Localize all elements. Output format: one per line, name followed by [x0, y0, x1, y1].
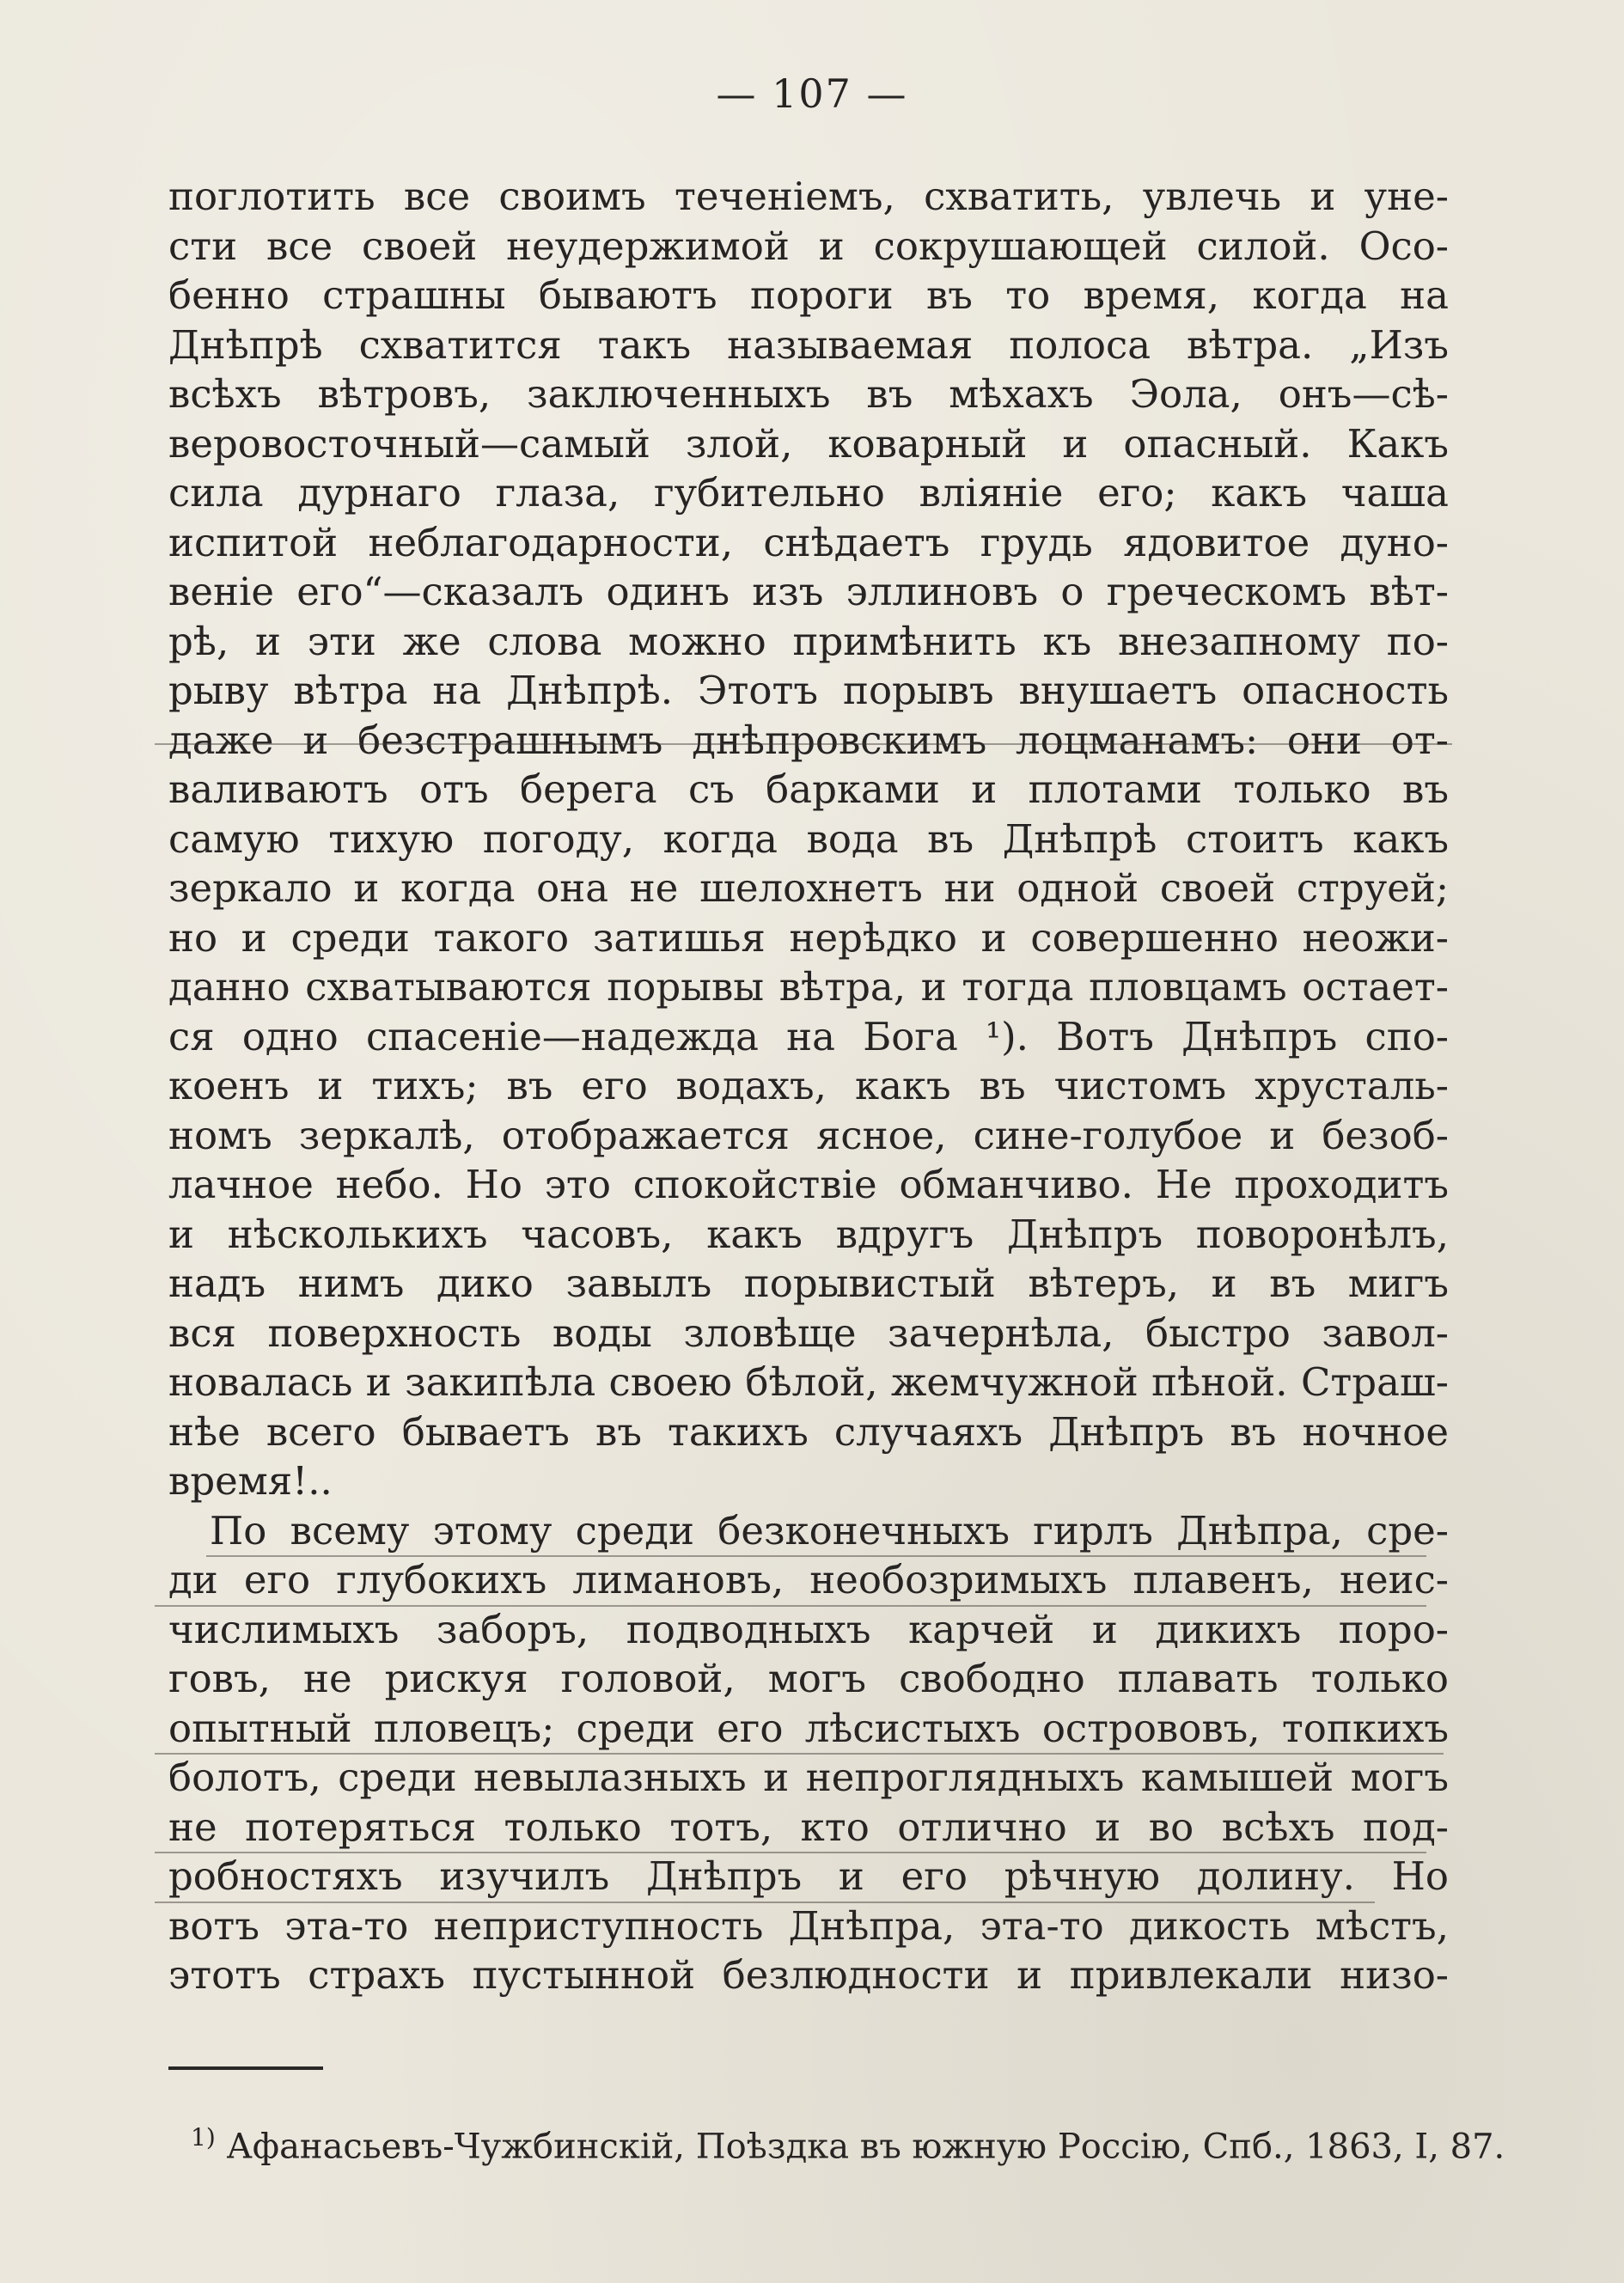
text-line: веніе его“—сказалъ одинъ изъ эллиновъ о греческомъ вѣт-: [168, 569, 1449, 614]
text-line: опытный пловецъ; среди его лѣсистыхъ острововъ, топкихъ: [168, 1705, 1449, 1751]
text-line: этотъ страхъ пустынной безлюдности и привлекали низо-: [168, 1952, 1449, 1998]
pencil-underline: [206, 1555, 1426, 1557]
text-line: ся одно спасеніе—надежда на Бога ¹). Вотъ Днѣпръ спо-: [168, 1013, 1449, 1059]
text-line: болотъ, среди невылазныхъ и непроглядныхъ камышей могъ: [168, 1755, 1449, 1800]
text-line: вотъ эта-то неприступность Днѣпра, эта-то дикость мѣстъ,: [168, 1902, 1449, 1949]
text-line: рыву вѣтра на Днѣпрѣ. Этотъ порывъ внушаетъ опасность: [168, 668, 1449, 713]
text-line: испитой неблагодарности, снѣдаетъ грудь ядовитое дуно-: [168, 519, 1449, 565]
text-line: говъ, не рискуя головой, могъ свободно плавать только: [168, 1656, 1449, 1701]
footnote-marker: 1): [191, 2123, 216, 2152]
footnote: [191, 2115, 1505, 2169]
footnote-text: Афанасьевъ-Чужбинскій, Поѣздка въ южную Россію, Спб., 1863, I, 87.: [226, 2127, 1505, 2167]
text-line: надъ нимъ дико завылъ порывистый вѣтеръ, и въ мигъ: [168, 1261, 1449, 1306]
pencil-underline: [155, 1753, 1444, 1755]
footnote-rule: [168, 2066, 323, 2070]
text-line: самую тихую погоду, когда вода въ Днѣпрѣ стоитъ какъ: [168, 815, 1449, 862]
body-text: [168, 172, 1449, 2000]
text-line: новалась и закипѣла своею бѣлой, жемчужной пѣной. Страш-: [168, 1359, 1449, 1405]
text-line: коенъ и тихъ; въ его водахъ, какъ въ чистомъ хрусталь-: [168, 1063, 1449, 1108]
page-number: — 107 —: [716, 70, 908, 117]
text-line: зеркало и когда она не шелохнетъ ни одной своей струей;: [168, 865, 1449, 911]
text-line: но и среди такого затишья нерѣдко и совершенно неожи-: [168, 914, 1449, 961]
text-line: По всему этому среди безконечныхъ гирлъ Днѣпра, сре-: [210, 1507, 1449, 1554]
text-line: числимыхъ заборъ, подводныхъ карчей и дикихъ поро-: [168, 1606, 1449, 1652]
text-line: не потеряться только тотъ, кто отлично и во всѣхъ под-: [168, 1804, 1449, 1850]
text-line: сила дурнаго глаза, губительно вліяніе его; какъ чаша: [168, 470, 1449, 516]
text-line: бенно страшны бываютъ пороги въ то время, когда на: [168, 272, 1449, 318]
text-line: поглотить все своимъ теченіемъ, схватить, увлечь и уне-: [168, 174, 1449, 219]
text-line: веровосточный—самый злой, коварный и опасный. Какъ: [168, 420, 1449, 467]
text-line: робностяхъ изучилъ Днѣпръ и его рѣчную долину. Но: [168, 1853, 1449, 1899]
text-line: нѣе всего бываетъ въ такихъ случаяхъ Днѣпръ въ ночное: [168, 1408, 1449, 1455]
text-line: номъ зеркалѣ, отображается ясное, сине-голубое и безоб-: [168, 1112, 1449, 1158]
text-line: данно схватываются порывы вѣтра, и тогда пловцамъ остает-: [168, 964, 1449, 1010]
text-line: Днѣпрѣ схватится такъ называемая полоса вѣтра. „Изъ: [168, 321, 1449, 368]
text-line: ди его глубокихъ лимановъ, необозримыхъ плавенъ, неис-: [168, 1557, 1449, 1602]
pencil-underline: [155, 1852, 1426, 1853]
text-line: даже и безстрашнымъ днѣпровскимъ лоцманамъ: они от-: [168, 717, 1449, 763]
pencil-underline: [155, 1901, 1375, 1903]
text-line: и нѣсколькихъ часовъ, какъ вдругъ Днѣпръ поворонѣлъ,: [168, 1211, 1449, 1257]
text-line: валиваютъ отъ берега съ барками и плотами только въ: [168, 766, 1449, 812]
text-line: всѣхъ вѣтровъ, заключенныхъ въ мѣхахъ Эола, онъ—сѣ-: [168, 371, 1449, 417]
text-line: лачное небо. Но это спокойствіе обманчиво. Не проходитъ: [168, 1162, 1449, 1207]
text-line: рѣ, и эти же слова можно примѣнить къ внезапному по-: [168, 618, 1449, 664]
text-line: сти все своей неудержимой и сокрушающей силой. Осо-: [168, 223, 1449, 269]
paragraph-1: [168, 172, 1449, 1506]
text-line: вся поверхность воды зловѣще зачернѣла, быстро завол-: [168, 1309, 1449, 1356]
pencil-underline: [155, 743, 1452, 745]
text-line: время!..: [168, 1458, 333, 1504]
pencil-underline: [155, 1605, 1426, 1607]
